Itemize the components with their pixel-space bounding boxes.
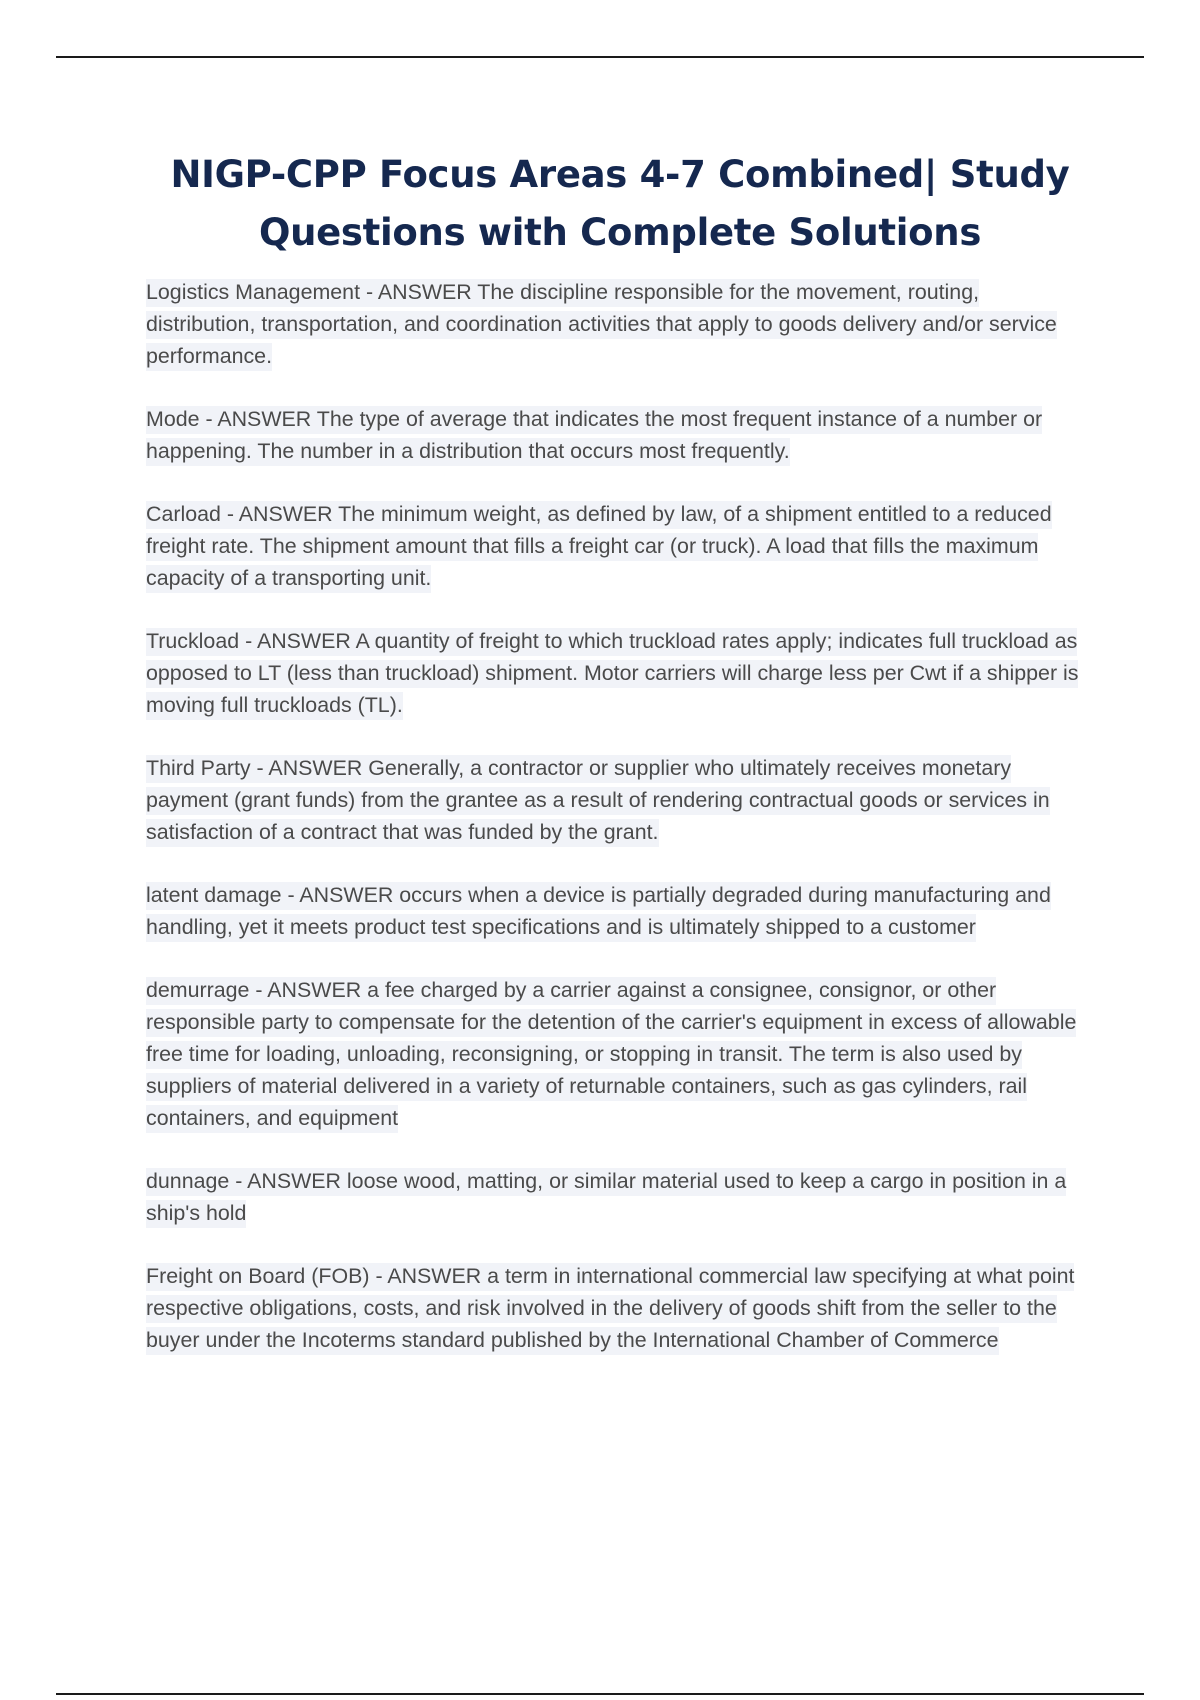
question-answer-item <box>146 276 1094 372</box>
question-answer-item <box>146 752 1094 848</box>
document-title: NIGP-CPP Focus Areas 4-7 Combined| Study Questions with Complete Solutions <box>170 153 1070 254</box>
study-questions-list <box>146 276 1094 1387</box>
entry-text: Carload - ANSWER The minimum weight, as defined by law, of a shipment entitled to a reduced freight rate. The shipment amount that fills a freight car (or truck). A load that fills the maximum capacity of a transporting unit. <box>146 501 1052 593</box>
question-answer-item <box>146 625 1094 721</box>
footer-divider <box>56 1693 1144 1695</box>
entry-text: dunnage - ANSWER loose wood, matting, or similar material used to keep a cargo in position in a ship's hold <box>146 1168 1066 1228</box>
question-answer-item <box>146 1165 1094 1229</box>
entry-text: Truckload - ANSWER A quantity of freight to which truckload rates apply; indicates full truckload as opposed to LT (less than truckload) shipment. Motor carriers will charge less per Cwt if a shipper is moving full truckloads (TL). <box>146 628 1078 720</box>
entry-text: Freight on Board (FOB) - ANSWER a term in international commercial law specifying at what point respective obligations, costs, and risk involved in the delivery of goods shift from the seller to the buyer under the Incoterms standard published by the International Chamber of Commerce <box>146 1263 1074 1355</box>
entry-text: Third Party - ANSWER Generally, a contractor or supplier who ultimately receives monetary payment (grant funds) from the grantee as a result of rendering contractual goods or services in satisfaction of a contract that was funded by the grant. <box>146 755 1050 847</box>
entry-text: Logistics Management - ANSWER The discipline responsible for the movement, routing, distribution, transportation, and coordination activities that apply to goods delivery and/or service performance. <box>146 279 1057 371</box>
question-answer-item <box>146 403 1094 467</box>
question-answer-item <box>146 879 1094 943</box>
entry-text: Mode - ANSWER The type of average that indicates the most frequent instance of a number or happening. The number in a distribution that occurs most frequently. <box>146 406 1042 466</box>
question-answer-item <box>146 498 1094 594</box>
question-answer-item <box>146 974 1094 1134</box>
question-answer-item <box>146 1260 1094 1356</box>
entry-text: latent damage - ANSWER occurs when a device is partially degraded during manufacturing and handling, yet it meets product test specifications and is ultimately shipped to a customer <box>146 882 1051 942</box>
entry-text: demurrage - ANSWER a fee charged by a carrier against a consignee, consignor, or other responsible party to compensate for the detention of the carrier's equipment in excess of allowable free time for loading, unloading, reconsigning, or stopping in transit. The term is also used by suppliers of material delivered in a variety of returnable containers, such as gas cylinders, rail containers, and equipment <box>146 977 1076 1133</box>
header-divider <box>56 56 1144 58</box>
